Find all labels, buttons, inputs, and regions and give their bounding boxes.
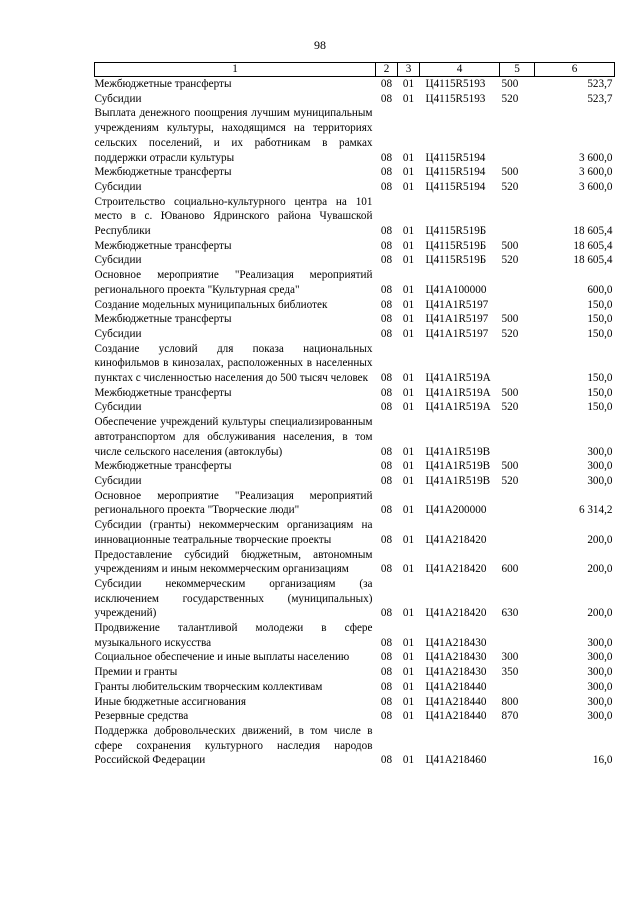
table-row	[95, 489, 615, 518]
row-expense-type: 300	[501, 651, 519, 664]
row-amount: 523,7	[587, 78, 613, 90]
row-expense-type: 500	[501, 313, 519, 326]
row-subsection: 01	[402, 695, 415, 708]
row-expense-type: 500	[501, 78, 519, 90]
row-expense-type: 520	[501, 92, 519, 105]
row-subsection: 01	[402, 710, 415, 723]
row-expense-type	[500, 621, 535, 650]
row-expense-type	[500, 489, 535, 518]
row-amount: 300,0	[587, 666, 613, 679]
row-target-article: Ц41А218430	[425, 636, 487, 649]
row-amount: 300,0	[587, 710, 613, 723]
row-amount: 150,0	[587, 298, 613, 311]
row-amount: 150,0	[587, 372, 613, 385]
row-amount: 300,0	[587, 636, 613, 649]
row-expense-type: 500	[501, 386, 519, 399]
row-name: Субсидии	[94, 401, 142, 414]
row-target-article: Ц41А1R519А	[425, 386, 491, 399]
table-row	[95, 459, 615, 474]
table-row	[95, 312, 615, 327]
row-section: 08	[380, 666, 393, 679]
row-name: Субсидии	[94, 474, 142, 487]
row-target-article: Ц41А200000	[425, 504, 487, 517]
table-row	[95, 709, 615, 724]
row-section: 08	[380, 313, 393, 326]
row-subsection: 01	[402, 180, 415, 193]
row-target-article: Ц41А218440	[425, 680, 487, 693]
column-header-target-article: 4	[420, 63, 500, 77]
row-subsection: 01	[402, 680, 415, 693]
row-section: 08	[380, 460, 393, 473]
row-section: 08	[380, 651, 393, 664]
row-target-article: Ц4115R5194	[425, 151, 486, 164]
row-amount: 16,0	[592, 754, 613, 767]
row-section: 08	[380, 636, 393, 649]
row-name: Строительство социально-культурного центра на 101 место в с. Юваново Ядринского района Чувашской Республики	[94, 195, 373, 238]
row-target-article: Ц41А1R519А	[425, 401, 491, 414]
row-section: 08	[380, 372, 393, 385]
row-subsection: 01	[402, 666, 415, 679]
row-section: 08	[380, 445, 393, 458]
row-name: Субсидии (гранты) некоммерческим организациям на инновационные театральные творческие проекты	[94, 519, 373, 546]
table-row	[95, 165, 615, 180]
row-target-article: Ц41А218420	[425, 563, 487, 576]
row-target-article: Ц41А1R519В	[425, 474, 491, 487]
row-expense-type: 520	[501, 327, 519, 340]
row-subsection: 01	[402, 254, 415, 267]
table-row	[95, 650, 615, 665]
row-amount: 6 314,2	[578, 504, 613, 517]
row-expense-type	[500, 195, 535, 239]
page-number: 98	[314, 38, 326, 52]
row-expense-type: 870	[501, 710, 519, 723]
row-expense-type: 600	[501, 563, 519, 576]
row-name: Субсидии	[94, 327, 142, 340]
row-subsection: 01	[402, 607, 415, 620]
table-row	[95, 400, 615, 415]
row-name: Субсидии	[94, 180, 142, 193]
row-section: 08	[380, 474, 393, 487]
row-name: Создание модельных муниципальных библиотек	[94, 298, 328, 311]
row-target-article: Ц41А218440	[425, 695, 487, 708]
row-target-article: Ц41А218420	[425, 533, 487, 546]
row-subsection: 01	[402, 474, 415, 487]
table-row	[95, 415, 615, 459]
row-target-article: Ц41А1R5197	[425, 298, 489, 311]
table-row	[95, 621, 615, 650]
row-expense-type: 520	[501, 401, 519, 414]
row-amount: 18 605,4	[573, 225, 613, 238]
table-row	[95, 386, 615, 401]
row-expense-type: 800	[501, 695, 519, 708]
table-header-row	[95, 63, 615, 77]
row-target-article: Ц41А218420	[425, 607, 487, 620]
row-target-article: Ц41А1R519В	[425, 445, 491, 458]
row-expense-type: 520	[501, 180, 519, 193]
row-target-article: Ц41А218440	[425, 710, 487, 723]
table-row	[95, 474, 615, 489]
row-subsection: 01	[402, 298, 415, 311]
row-name: Гранты любительским творческим коллективам	[94, 680, 323, 693]
table-row	[95, 342, 615, 386]
row-target-article: Ц41А1R519А	[425, 372, 491, 385]
row-target-article: Ц41А1R519В	[425, 460, 491, 473]
row-amount: 3 600,0	[578, 180, 613, 193]
row-expense-type	[500, 724, 535, 768]
row-amount: 300,0	[587, 445, 613, 458]
row-amount: 18 605,4	[573, 254, 613, 267]
table-row	[95, 548, 615, 577]
row-amount: 200,0	[587, 607, 613, 620]
row-subsection: 01	[402, 460, 415, 473]
row-target-article: Ц4115R5193	[425, 92, 486, 105]
row-section: 08	[380, 78, 393, 90]
row-name: Премии и гранты	[94, 666, 178, 679]
row-section: 08	[380, 180, 393, 193]
row-expense-type	[500, 298, 535, 313]
row-expense-type: 630	[501, 607, 519, 620]
table-row	[95, 77, 615, 92]
row-subsection: 01	[402, 225, 415, 238]
row-amount: 3 600,0	[578, 166, 613, 179]
row-section: 08	[380, 151, 393, 164]
row-amount: 150,0	[587, 386, 613, 399]
table-row	[95, 92, 615, 107]
row-name: Межбюджетные трансферты	[94, 78, 232, 90]
row-expense-type: 500	[501, 239, 519, 252]
row-section: 08	[380, 254, 393, 267]
row-name: Основное мероприятие "Реализация мероприятий регионального проекта "Культурная среда"	[94, 269, 373, 296]
row-expense-type	[500, 342, 535, 386]
row-target-article: Ц41А218430	[425, 666, 487, 679]
row-name: Межбюджетные трансферты	[94, 460, 232, 473]
row-subsection: 01	[402, 327, 415, 340]
row-name: Межбюджетные трансферты	[94, 166, 232, 179]
row-name: Предоставление субсидий бюджетным, автономным учреждениям и иным некоммерческим организациям	[94, 548, 373, 576]
row-subsection: 01	[402, 533, 415, 546]
table-row	[95, 180, 615, 195]
row-subsection: 01	[402, 445, 415, 458]
row-expense-type: 350	[501, 666, 519, 679]
row-subsection: 01	[402, 166, 415, 179]
row-name: Иные бюджетные ассигнования	[94, 695, 246, 708]
table-row	[95, 253, 615, 268]
row-amount: 523,7	[587, 92, 613, 105]
row-subsection: 01	[402, 372, 415, 385]
row-name: Выплата денежного поощрения лучшим муниципальным учреждениям культуры, находящимся на территориях сельских поселений, и их работникам в рамках поддержки отрасли культуры	[94, 107, 373, 164]
row-amount: 300,0	[587, 680, 613, 693]
row-section: 08	[380, 695, 393, 708]
table-row	[95, 268, 615, 297]
row-subsection: 01	[402, 386, 415, 399]
row-subsection: 01	[402, 151, 415, 164]
row-expense-type: 520	[501, 254, 519, 267]
row-subsection: 01	[402, 92, 415, 105]
row-section: 08	[380, 710, 393, 723]
row-section: 08	[380, 504, 393, 517]
row-amount: 300,0	[587, 695, 613, 708]
column-header-subsection: 3	[398, 63, 420, 77]
row-target-article: Ц4115R519Б	[425, 225, 487, 238]
row-target-article: Ц4115R5194	[425, 180, 486, 193]
row-subsection: 01	[402, 283, 415, 296]
row-expense-type: 500	[501, 460, 519, 473]
table-row	[95, 239, 615, 254]
row-subsection: 01	[402, 239, 415, 252]
row-expense-type	[500, 680, 535, 695]
row-amount: 150,0	[587, 401, 613, 414]
row-target-article: Ц41А218430	[425, 651, 487, 664]
column-header-expense-type: 5	[500, 63, 535, 77]
row-section: 08	[380, 298, 393, 311]
row-expense-type	[500, 268, 535, 297]
row-name: Резервные средства	[94, 710, 189, 723]
row-target-article: Ц4115R5194	[425, 166, 486, 179]
row-name: Основное мероприятие "Реализация мероприятий регионального проекта "Творческие люди"	[94, 489, 373, 517]
row-section: 08	[380, 680, 393, 693]
table-row	[95, 577, 615, 621]
row-target-article: Ц4115R5193	[425, 78, 486, 90]
row-name: Межбюджетные трансферты	[94, 386, 232, 399]
row-target-article: Ц41А218460	[425, 754, 487, 767]
row-name: Создание условий для показа национальных кинофильмов в кинозалах, расположенных в населенных пунктах с численностью населения до 500 тысяч человек	[94, 342, 373, 385]
row-subsection: 01	[402, 636, 415, 649]
row-name: Социальное обеспечение и иные выплаты населению	[94, 651, 350, 664]
table-row	[95, 724, 615, 768]
row-subsection: 01	[402, 313, 415, 326]
table-row	[95, 695, 615, 710]
row-subsection: 01	[402, 563, 415, 576]
row-target-article: Ц41А1R5197	[425, 327, 489, 340]
row-section: 08	[380, 563, 393, 576]
row-subsection: 01	[402, 401, 415, 414]
row-target-article: Ц4115R519Б	[425, 254, 487, 267]
table-row	[95, 327, 615, 342]
row-expense-type	[500, 415, 535, 459]
row-section: 08	[380, 239, 393, 252]
row-section: 08	[380, 607, 393, 620]
budget-table	[94, 62, 615, 768]
row-target-article: Ц4115R519Б	[425, 239, 487, 252]
row-subsection: 01	[402, 78, 415, 90]
column-header-amount: 6	[535, 63, 615, 77]
row-amount: 600,0	[587, 283, 613, 296]
table-row	[95, 298, 615, 313]
row-name: Межбюджетные трансферты	[94, 313, 232, 326]
row-expense-type	[500, 106, 535, 165]
row-name: Продвижение талантливой молодежи в сфере музыкального искусства	[94, 622, 373, 649]
row-amount: 18 605,4	[573, 239, 613, 252]
row-expense-type: 520	[501, 474, 519, 487]
row-section: 08	[380, 166, 393, 179]
row-section: 08	[380, 401, 393, 414]
table-row	[95, 680, 615, 695]
row-amount: 300,0	[587, 651, 613, 664]
row-section: 08	[380, 327, 393, 340]
row-name: Субсидии	[94, 254, 142, 267]
column-header-name: 1	[95, 63, 376, 77]
row-section: 08	[380, 754, 393, 767]
row-subsection: 01	[402, 651, 415, 664]
row-amount: 150,0	[587, 313, 613, 326]
row-name: Поддержка добровольческих движений, в том числе в сфере сохранения культурного наследия народов Российской Федерации	[94, 724, 373, 767]
row-section: 08	[380, 92, 393, 105]
table-row	[95, 195, 615, 239]
table-row	[95, 106, 615, 165]
table-row	[95, 518, 615, 547]
row-amount: 3 600,0	[578, 151, 613, 164]
row-subsection: 01	[402, 754, 415, 767]
row-name: Субсидии	[94, 92, 142, 105]
row-target-article: Ц41А1R5197	[425, 313, 489, 326]
row-amount: 150,0	[587, 327, 613, 340]
row-expense-type	[500, 518, 535, 547]
row-section: 08	[380, 386, 393, 399]
row-name: Межбюджетные трансферты	[94, 239, 232, 252]
row-section: 08	[380, 283, 393, 296]
row-amount: 200,0	[587, 563, 613, 576]
table-row	[95, 665, 615, 680]
row-expense-type: 500	[501, 166, 519, 179]
row-subsection: 01	[402, 504, 415, 517]
row-amount: 300,0	[587, 474, 613, 487]
column-header-section: 2	[376, 63, 398, 77]
row-section: 08	[380, 225, 393, 238]
row-amount: 200,0	[587, 533, 613, 546]
row-name: Субсидии некоммерческим организациям (за исключением государственных (муниципальных) учреждений)	[94, 577, 373, 620]
row-name: Обеспечение учреждений культуры специализированным автотранспортом для обслуживания населения, в том числе сельского населения (автоклубы)	[94, 416, 373, 458]
row-section: 08	[380, 533, 393, 546]
row-target-article: Ц41А100000	[425, 283, 487, 296]
row-amount: 300,0	[587, 460, 613, 473]
